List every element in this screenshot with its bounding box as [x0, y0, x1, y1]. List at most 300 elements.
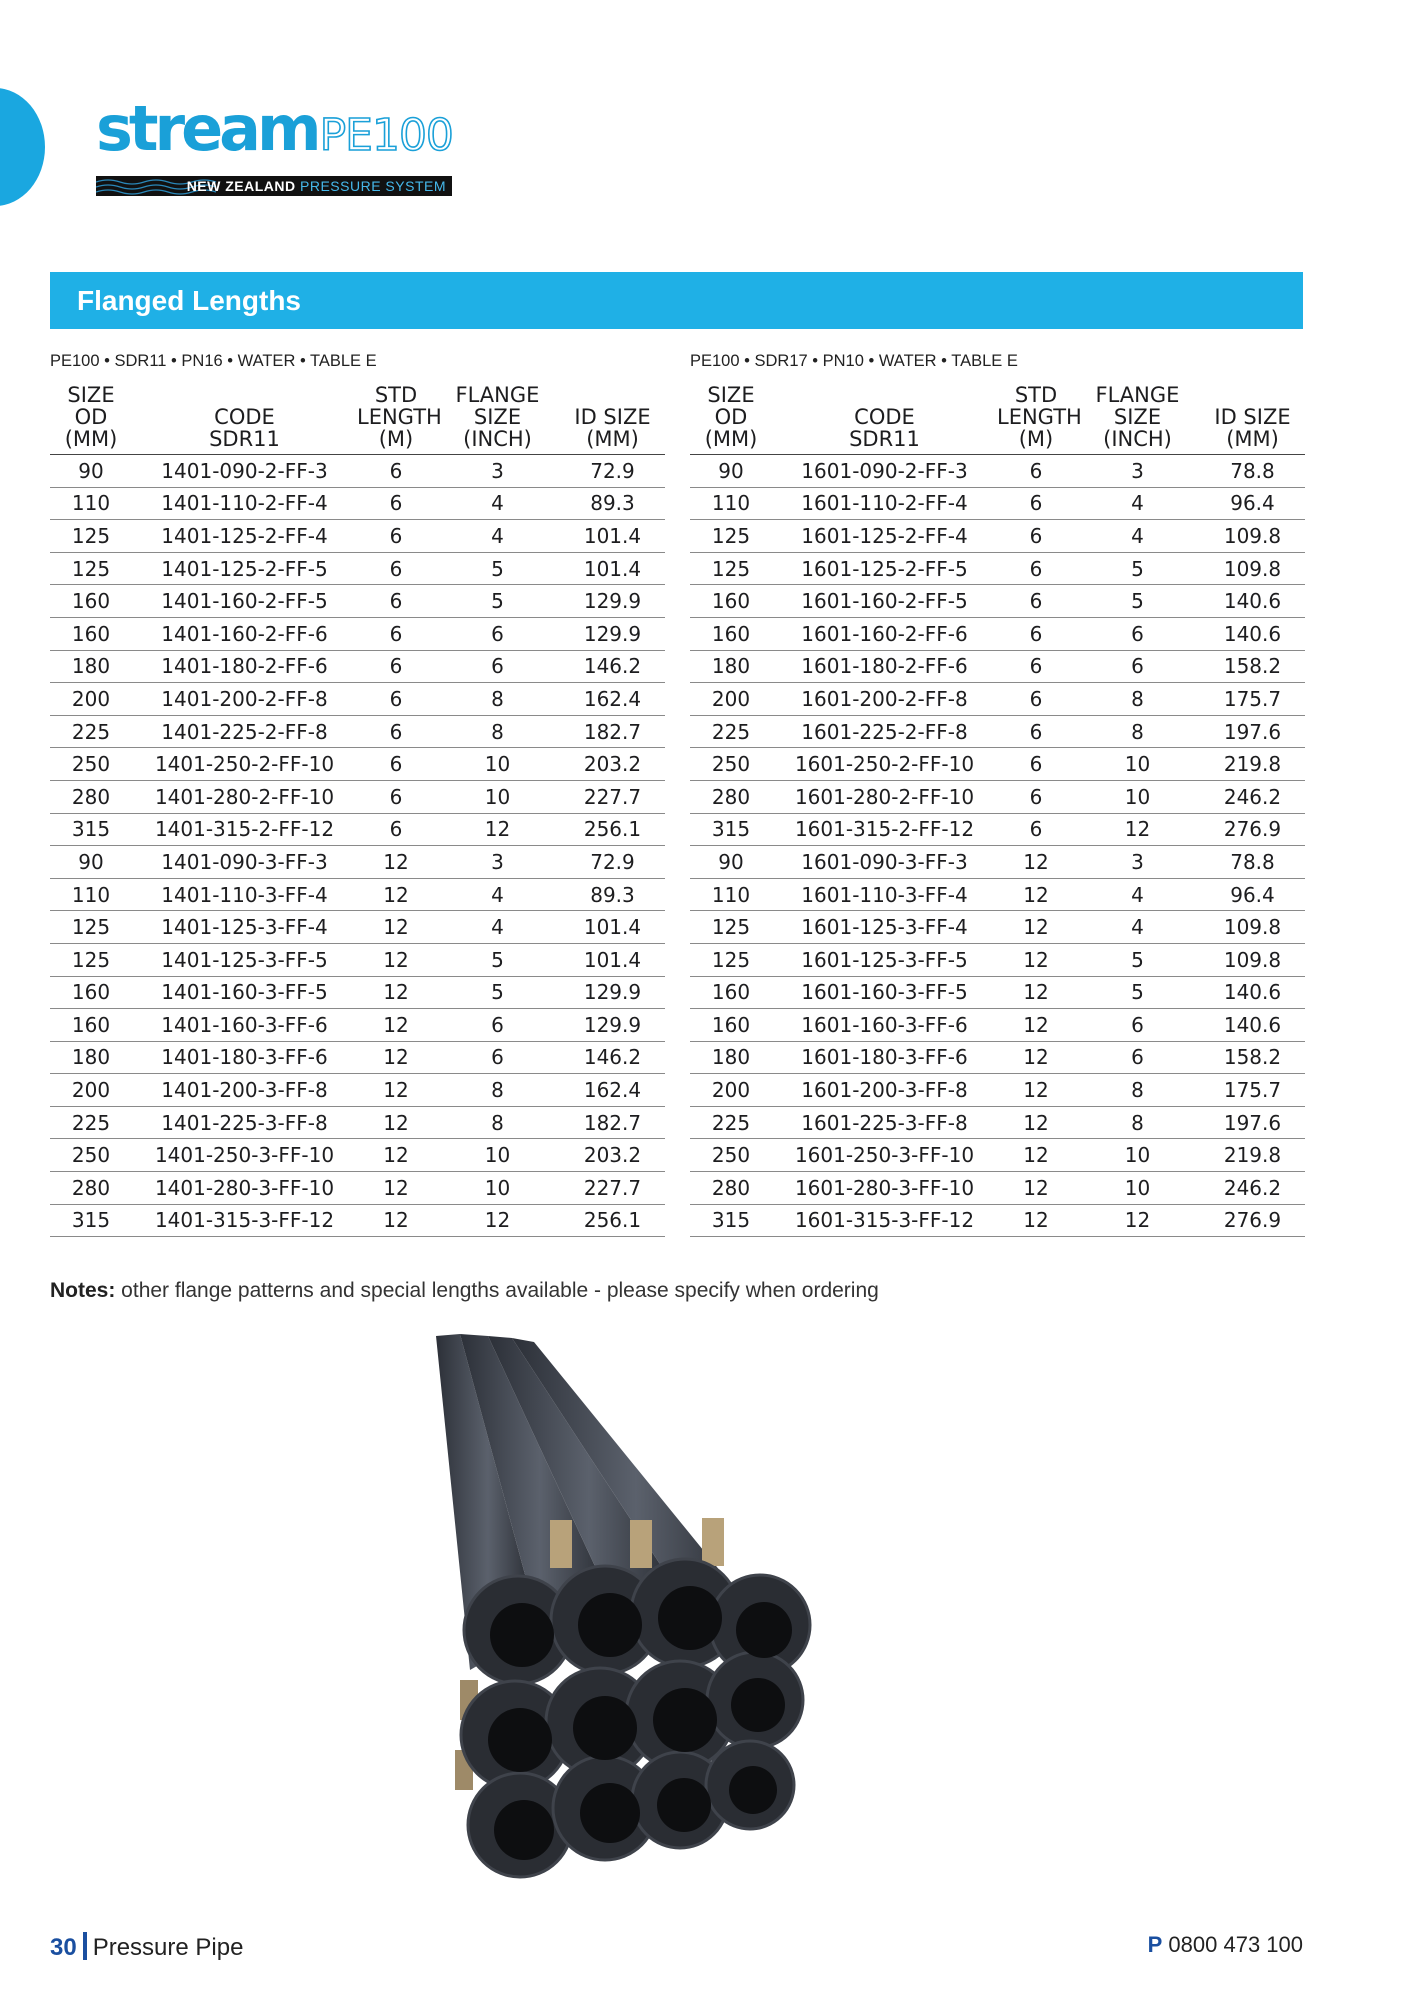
column-header-line: (M) [378, 427, 414, 451]
table-cell: 203.2 [560, 1139, 665, 1172]
table-row [690, 552, 1305, 585]
table-cell: 12 [997, 1074, 1075, 1107]
table-cell: 5 [435, 943, 560, 976]
table-cell: 90 [690, 846, 772, 879]
table-cell: 129.9 [560, 617, 665, 650]
table-cell: 101.4 [560, 520, 665, 553]
table-cell: 8 [435, 683, 560, 716]
table-cell: 6 [997, 520, 1075, 553]
table-row [690, 1041, 1305, 1074]
table-cell: 6 [997, 552, 1075, 585]
table-cell: 276.9 [1200, 1204, 1305, 1237]
table-cell: 101.4 [560, 552, 665, 585]
table-cell: 3 [1075, 846, 1200, 879]
table-row [50, 1009, 665, 1042]
table-row [50, 683, 665, 716]
table-cell: 6 [357, 487, 435, 520]
table-cell: 1601-110-3-FF-4 [772, 878, 997, 911]
table-cell: 197.6 [1200, 715, 1305, 748]
table-cell: 160 [690, 585, 772, 618]
table-cell: 1401-315-2-FF-12 [132, 813, 357, 846]
table-cell: 12 [357, 1009, 435, 1042]
table-cell: 1601-160-2-FF-6 [772, 617, 997, 650]
table-cell: 225 [690, 715, 772, 748]
table-cell: 12 [435, 813, 560, 846]
table-cell: 197.6 [1200, 1106, 1305, 1139]
table-cell: 246.2 [1200, 780, 1305, 813]
table-row [690, 1106, 1305, 1139]
table-cell: 140.6 [1200, 976, 1305, 1009]
flanged-pipe-bundle-photo [430, 1330, 930, 1895]
table-cell: 140.6 [1200, 617, 1305, 650]
notes-label: Notes: [50, 1279, 116, 1302]
table-cell: 1401-090-2-FF-3 [132, 455, 357, 488]
table-cell: 6 [1075, 1041, 1200, 1074]
table-cell: 1401-160-2-FF-6 [132, 617, 357, 650]
column-header-line: OD [74, 405, 108, 429]
notes [50, 1279, 879, 1303]
table-cell: 101.4 [560, 943, 665, 976]
table-cell: 12 [997, 1204, 1075, 1237]
column-header-line: SIZE [1113, 405, 1162, 429]
table-cell: 200 [50, 683, 132, 716]
table-cell: 227.7 [560, 1172, 665, 1205]
table-cell: 1401-125-3-FF-5 [132, 943, 357, 976]
table-cell: 12 [997, 1106, 1075, 1139]
table-row [690, 455, 1305, 488]
table-cell: 227.7 [560, 780, 665, 813]
table-cell: 12 [1075, 1204, 1200, 1237]
table-row [50, 585, 665, 618]
table-cell: 6 [357, 715, 435, 748]
table-cell: 1601-280-2-FF-10 [772, 780, 997, 813]
table-cell: 175.7 [1200, 1074, 1305, 1107]
table-cell: 1401-280-2-FF-10 [132, 780, 357, 813]
table-cell: 1401-200-2-FF-8 [132, 683, 357, 716]
column-header-line: (M) [1018, 427, 1054, 451]
table-cell: 12 [357, 1204, 435, 1237]
sdr11-table-block [50, 352, 665, 1237]
notes-text: other flange patterns and special lengths available - please specify when ordering [115, 1279, 879, 1302]
table-row [50, 650, 665, 683]
table-cell: 6 [357, 683, 435, 716]
table-cell: 250 [50, 748, 132, 781]
table-caption: PE100 • SDR11 • PN16 • WATER • TABLE E [50, 352, 377, 370]
table-cell: 6 [357, 650, 435, 683]
table-cell: 175.7 [1200, 683, 1305, 716]
table-cell: 8 [1075, 1106, 1200, 1139]
table-row [50, 455, 665, 488]
column-header-line: STD [374, 383, 418, 407]
table-row [50, 976, 665, 1009]
table-cell: 1601-280-3-FF-10 [772, 1172, 997, 1205]
table-cell: 6 [997, 780, 1075, 813]
table-cell: 12 [357, 1139, 435, 1172]
table-cell: 1401-160-2-FF-5 [132, 585, 357, 618]
table-cell: 6 [357, 813, 435, 846]
table-cell: 12 [997, 846, 1075, 879]
table-cell: 1401-125-2-FF-4 [132, 520, 357, 553]
table-cell: 5 [1075, 976, 1200, 1009]
table-cell: 12 [357, 1041, 435, 1074]
table-row [690, 585, 1305, 618]
table-row [690, 1139, 1305, 1172]
table-cell: 225 [50, 715, 132, 748]
column-header [50, 384, 132, 455]
table-cell: 125 [690, 520, 772, 553]
table-cell: 12 [357, 943, 435, 976]
table-cell: 12 [997, 943, 1075, 976]
page-edge-tab [0, 88, 45, 206]
table-cell: 89.3 [560, 487, 665, 520]
table-cell: 160 [690, 617, 772, 650]
column-header [560, 384, 665, 455]
table-cell: 129.9 [560, 585, 665, 618]
table-cell: 6 [997, 455, 1075, 488]
table-cell: 160 [50, 976, 132, 1009]
table-cell: 6 [435, 650, 560, 683]
column-header [435, 384, 560, 455]
table-row [690, 780, 1305, 813]
column-header-line: LENGTH [357, 405, 442, 429]
table-cell: 280 [690, 1172, 772, 1205]
table-cell: 160 [50, 585, 132, 618]
column-header [772, 384, 997, 455]
table-row [50, 813, 665, 846]
table-row [690, 617, 1305, 650]
table-cell: 250 [690, 1139, 772, 1172]
section-banner [50, 272, 1303, 329]
table-cell: 78.8 [1200, 846, 1305, 879]
table-cell: 1601-125-2-FF-4 [772, 520, 997, 553]
table-cell: 12 [357, 976, 435, 1009]
logo-word: stream [96, 92, 318, 165]
table-cell: 1601-090-3-FF-3 [772, 846, 997, 879]
table-cell: 8 [1075, 715, 1200, 748]
table-cell: 4 [435, 487, 560, 520]
table-cell: 6 [997, 585, 1075, 618]
table-row [690, 1009, 1305, 1042]
table-cell: 200 [50, 1074, 132, 1107]
table-cell: 203.2 [560, 748, 665, 781]
table-cell: 6 [357, 552, 435, 585]
table-cell: 110 [50, 487, 132, 520]
table-cell: 1601-200-3-FF-8 [772, 1074, 997, 1107]
table-cell: 10 [1075, 1172, 1200, 1205]
footer-section: Pressure Pipe [92, 1934, 244, 1961]
table-cell: 8 [435, 1074, 560, 1107]
table-cell: 109.8 [1200, 552, 1305, 585]
column-header-line: FLANGE [1095, 383, 1180, 407]
table-cell: 12 [357, 1074, 435, 1107]
table-row [50, 943, 665, 976]
table-row [690, 813, 1305, 846]
table-row [50, 1074, 665, 1107]
table-cell: 10 [435, 748, 560, 781]
table-cell: 5 [435, 552, 560, 585]
table-cell: 140.6 [1200, 1009, 1305, 1042]
table-cell: 8 [1075, 683, 1200, 716]
column-header-line: (INCH) [1103, 427, 1172, 451]
table-cell: 1601-315-2-FF-12 [772, 813, 997, 846]
table-cell: 125 [50, 943, 132, 976]
table-cell: 1601-180-3-FF-6 [772, 1041, 997, 1074]
table-cell: 12 [997, 1172, 1075, 1205]
table-cell: 6 [357, 520, 435, 553]
table-cell: 6 [435, 617, 560, 650]
table-cell: 78.8 [1200, 455, 1305, 488]
table-cell: 12 [357, 1106, 435, 1139]
table-cell: 6 [357, 455, 435, 488]
column-header-line: ID SIZE [574, 405, 651, 429]
table-cell: 12 [357, 1172, 435, 1205]
table-cell: 3 [435, 846, 560, 879]
table-cell: 158.2 [1200, 650, 1305, 683]
table-cell: 219.8 [1200, 748, 1305, 781]
column-header [1200, 384, 1305, 455]
table-cell: 1401-180-2-FF-6 [132, 650, 357, 683]
table-cell: 315 [50, 813, 132, 846]
table-cell: 12 [997, 878, 1075, 911]
table-cell: 6 [357, 748, 435, 781]
table-header-row [690, 384, 1305, 455]
table-row [50, 911, 665, 944]
table-cell: 5 [435, 976, 560, 1009]
table-row [50, 487, 665, 520]
column-header-line: SIZE [707, 383, 755, 407]
table-cell: 160 [50, 617, 132, 650]
table-cell: 96.4 [1200, 878, 1305, 911]
column-header-line: CODE [214, 405, 275, 429]
column-header-line: ID SIZE [1214, 405, 1291, 429]
table-cell: 1401-160-3-FF-5 [132, 976, 357, 1009]
table-cell: 6 [997, 617, 1075, 650]
table-cell: 219.8 [1200, 1139, 1305, 1172]
table-cell: 12 [997, 911, 1075, 944]
table-cell: 1401-125-2-FF-5 [132, 552, 357, 585]
table-cell: 125 [50, 911, 132, 944]
table-cell: 1601-180-2-FF-6 [772, 650, 997, 683]
table-cell: 180 [690, 1041, 772, 1074]
table-cell: 125 [690, 943, 772, 976]
table-cell: 129.9 [560, 1009, 665, 1042]
table-cell: 1401-250-2-FF-10 [132, 748, 357, 781]
table-cell: 200 [690, 1074, 772, 1107]
table-cell: 12 [1075, 813, 1200, 846]
column-header-line: SIZE [473, 405, 522, 429]
table-cell: 6 [997, 650, 1075, 683]
table-cell: 1401-280-3-FF-10 [132, 1172, 357, 1205]
table-cell: 1401-225-3-FF-8 [132, 1106, 357, 1139]
column-header-line: (MM) [1226, 427, 1279, 451]
table-cell: 1601-225-3-FF-8 [772, 1106, 997, 1139]
table-cell: 10 [1075, 748, 1200, 781]
table-cell: 246.2 [1200, 1172, 1305, 1205]
table-cell: 140.6 [1200, 585, 1305, 618]
table-cell: 12 [357, 911, 435, 944]
table-cell: 6 [1075, 650, 1200, 683]
table-cell: 182.7 [560, 715, 665, 748]
table-row [690, 650, 1305, 683]
table-cell: 1401-160-3-FF-6 [132, 1009, 357, 1042]
table-cell: 109.8 [1200, 911, 1305, 944]
footer-divider [83, 1932, 87, 1960]
column-header-line: (MM) [704, 427, 758, 451]
table-cell: 6 [435, 1041, 560, 1074]
table-cell: 158.2 [1200, 1041, 1305, 1074]
table-cell: 250 [50, 1139, 132, 1172]
table-cell: 4 [1075, 520, 1200, 553]
table-cell: 6 [997, 813, 1075, 846]
table-cell: 6 [997, 487, 1075, 520]
table-cell: 4 [1075, 911, 1200, 944]
table-row [690, 520, 1305, 553]
table-row [50, 780, 665, 813]
table-cell: 1601-125-3-FF-4 [772, 911, 997, 944]
table-cell: 12 [357, 846, 435, 879]
table-cell: 200 [690, 683, 772, 716]
table-cell: 1601-160-2-FF-5 [772, 585, 997, 618]
table-cell: 1601-225-2-FF-8 [772, 715, 997, 748]
table-row [690, 1172, 1305, 1205]
table-row [50, 520, 665, 553]
column-header-line: FLANGE [455, 383, 540, 407]
column-header-line: OD [714, 405, 748, 429]
table-cell: 96.4 [1200, 487, 1305, 520]
table-cell: 180 [50, 650, 132, 683]
table-cell: 280 [50, 1172, 132, 1205]
table-cell: 89.3 [560, 878, 665, 911]
table-cell: 160 [690, 976, 772, 1009]
table-cell: 162.4 [560, 1074, 665, 1107]
section-title: Flanged Lengths [77, 285, 301, 316]
table-cell: 1601-200-2-FF-8 [772, 683, 997, 716]
table-cell: 1401-180-3-FF-6 [132, 1041, 357, 1074]
table-cell: 6 [997, 715, 1075, 748]
table-cell: 5 [1075, 943, 1200, 976]
table-cell: 1601-110-2-FF-4 [772, 487, 997, 520]
table-row [690, 943, 1305, 976]
table-row [50, 846, 665, 879]
table-cell: 225 [50, 1106, 132, 1139]
table-cell: 1401-200-3-FF-8 [132, 1074, 357, 1107]
flanged-lengths-table-sdr17 [690, 384, 1305, 1237]
table-cell: 12 [357, 878, 435, 911]
table-row [690, 846, 1305, 879]
table-cell: 1401-315-3-FF-12 [132, 1204, 357, 1237]
table-row [50, 1041, 665, 1074]
table-cell: 4 [435, 911, 560, 944]
table-cell: 146.2 [560, 1041, 665, 1074]
table-row [690, 1204, 1305, 1237]
table-cell: 5 [1075, 585, 1200, 618]
table-cell: 12 [997, 1139, 1075, 1172]
table-cell: 162.4 [560, 683, 665, 716]
table-cell: 4 [1075, 487, 1200, 520]
table-cell: 109.8 [1200, 520, 1305, 553]
table-row [690, 878, 1305, 911]
table-cell: 1601-250-2-FF-10 [772, 748, 997, 781]
table-row [50, 748, 665, 781]
table-cell: 90 [50, 455, 132, 488]
table-row [50, 878, 665, 911]
table-cell: 180 [50, 1041, 132, 1074]
table-cell: 6 [435, 1009, 560, 1042]
table-cell: 110 [690, 487, 772, 520]
table-cell: 1401-125-3-FF-4 [132, 911, 357, 944]
table-cell: 1401-090-3-FF-3 [132, 846, 357, 879]
table-row [690, 683, 1305, 716]
table-cell: 1601-315-3-FF-12 [772, 1204, 997, 1237]
column-header-line: (MM) [586, 427, 639, 451]
table-cell: 90 [50, 846, 132, 879]
table-cell: 250 [690, 748, 772, 781]
column-header-line: CODE [854, 405, 915, 429]
table-cell: 180 [690, 650, 772, 683]
page-number: 30 [50, 1934, 77, 1961]
column-header-line: SDR11 [849, 427, 920, 451]
table-row [690, 715, 1305, 748]
table-cell: 315 [690, 1204, 772, 1237]
phone-number: 0800 473 100 [1168, 1932, 1303, 1957]
table-cell: 3 [435, 455, 560, 488]
table-cell: 72.9 [560, 846, 665, 879]
table-row [50, 715, 665, 748]
table-cell: 90 [690, 455, 772, 488]
table-cell: 101.4 [560, 911, 665, 944]
logo-tagline-bar [96, 176, 452, 196]
column-header-line: LENGTH [997, 405, 1082, 429]
phone-label: P [1147, 1932, 1163, 1957]
flanged-lengths-table-sdr11 [50, 384, 665, 1237]
table-cell: 6 [1075, 617, 1200, 650]
column-header [997, 383, 1082, 455]
table-cell: 10 [435, 780, 560, 813]
table-cell: 6 [997, 683, 1075, 716]
table-row [50, 1139, 665, 1172]
table-cell: 125 [50, 552, 132, 585]
table-cell: 8 [435, 715, 560, 748]
tagline-light: PRESSURE SYSTEM [300, 178, 446, 194]
table-cell: 4 [1075, 878, 1200, 911]
table-cell: 8 [435, 1106, 560, 1139]
column-header-line: (MM) [64, 427, 118, 451]
table-cell: 1401-110-2-FF-4 [132, 487, 357, 520]
table-cell: 5 [435, 585, 560, 618]
sdr17-table-block [690, 352, 1305, 1237]
table-row [50, 1172, 665, 1205]
table-cell: 6 [1075, 1009, 1200, 1042]
table-cell: 12 [997, 976, 1075, 1009]
table-cell: 1601-160-3-FF-5 [772, 976, 997, 1009]
table-row [50, 552, 665, 585]
table-cell: 125 [690, 911, 772, 944]
column-header-line: STD [1014, 383, 1058, 407]
table-cell: 10 [435, 1139, 560, 1172]
table-cell: 12 [435, 1204, 560, 1237]
table-cell: 3 [1075, 455, 1200, 488]
column-header-line: SDR11 [209, 427, 280, 451]
table-cell: 182.7 [560, 1106, 665, 1139]
table-cell: 146.2 [560, 650, 665, 683]
table-cell: 8 [1075, 1074, 1200, 1107]
table-row [690, 487, 1305, 520]
table-cell: 6 [357, 780, 435, 813]
table-header-row [50, 384, 665, 455]
table-cell: 72.9 [560, 455, 665, 488]
table-row [50, 617, 665, 650]
table-caption: PE100 • SDR17 • PN10 • WATER • TABLE E [690, 352, 1018, 370]
